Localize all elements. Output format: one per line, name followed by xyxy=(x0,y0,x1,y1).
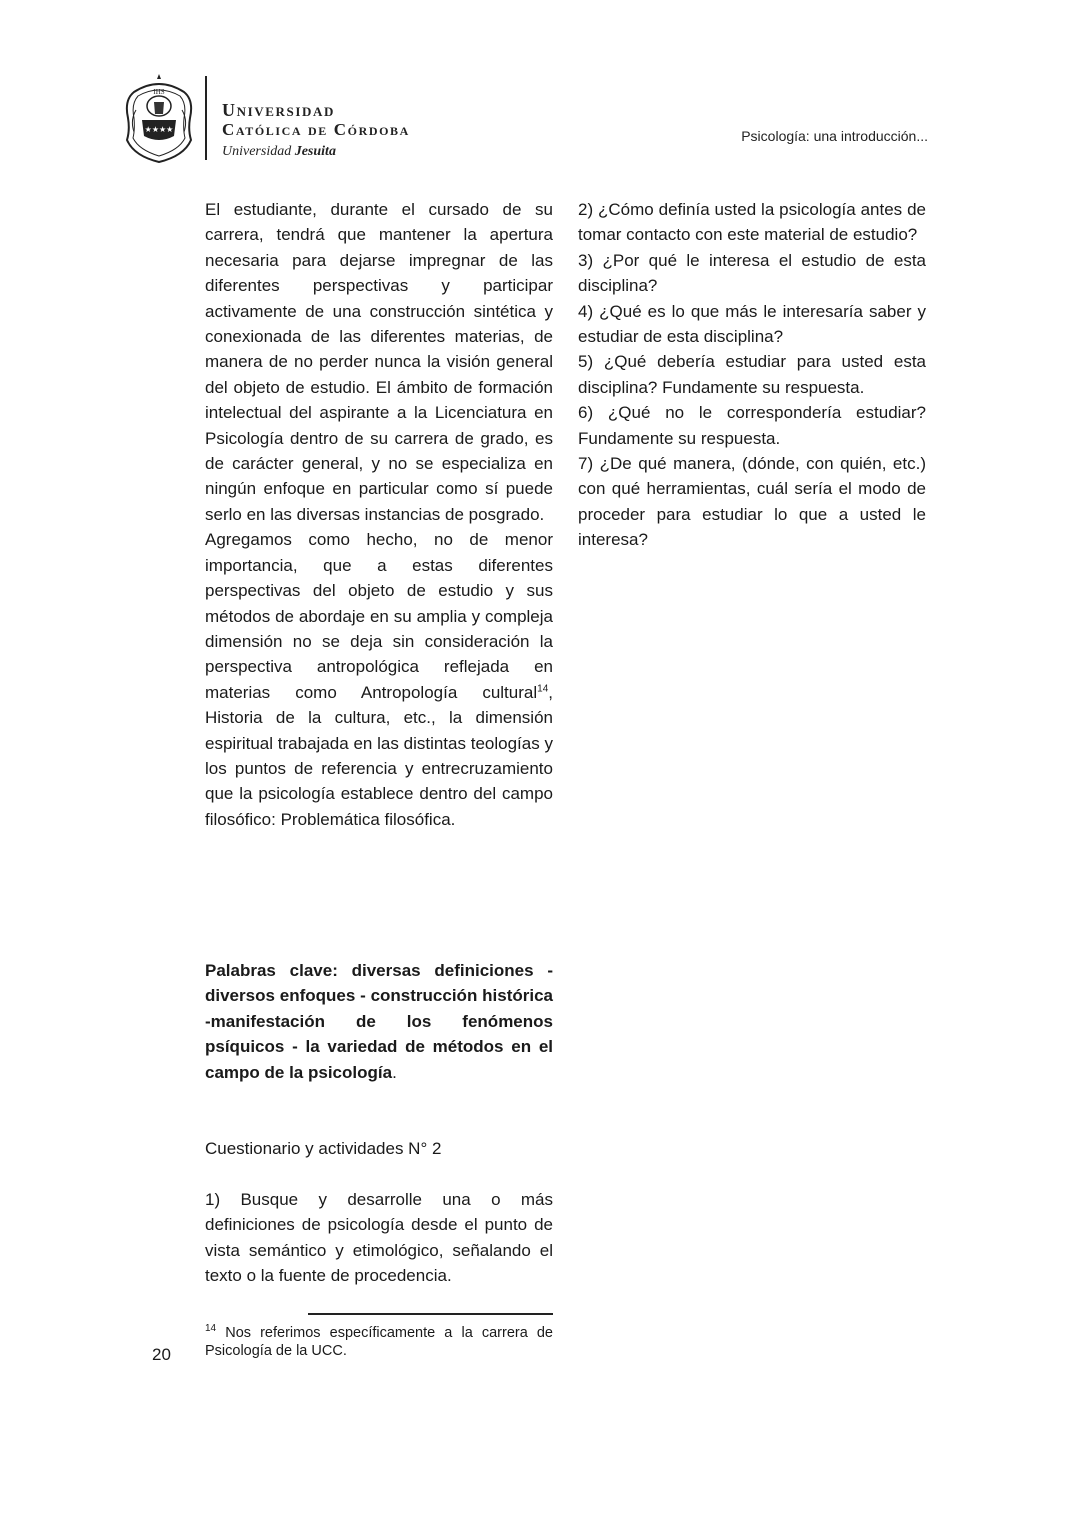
header-divider xyxy=(205,76,207,160)
left-column xyxy=(205,197,553,832)
question-6: 6) ¿Qué no le correspondería estudiar? Fundamente su respuesta. xyxy=(578,403,926,448)
footnote-separator xyxy=(308,1313,553,1315)
footnote-reference[interactable]: 14 xyxy=(537,683,549,695)
body-paragraph-2 xyxy=(205,527,553,832)
question-4: 4) ¿Qué es lo que más le interesaría saber y estudiar de esta disciplina? xyxy=(578,301,926,347)
footnote-text: Nos referimos específicamente a la carrera de Psicología de la UCC. xyxy=(205,1325,553,1359)
body-paragraph-1: El estudiante, durante el cursado de su carrera, tendrá que mantener la apertura necesaria para dejarse impregnar de las diferentes perspectivas y participar activamente de una construcción sintética y conexionada de las diferentes materias, de manera de no perder nunca la visión general del objeto de estudio. El ámbito de formación intelectual del aspirante a la Licenciatura en Psicología dentro de su carrera de grado, es de carácter general, y no se especializa en ningún enfoque en particular como sí puede serlo en las diversas instancias de posgrado. xyxy=(205,200,553,524)
university-name-line2: Católica de Córdoba xyxy=(222,120,410,139)
tagline-prefix: Universidad xyxy=(222,144,292,159)
question-1: 1) Busque y desarrolle una o más definiciones de psicología desde el punto de vista semántico y etimológico, señalando el texto o la fuente de procedencia. xyxy=(205,1190,553,1286)
university-seal-logo xyxy=(124,70,194,166)
paragraph-2-text-a: Agregamos como hecho, no de menor importancia, que a estas diferentes perspectivas del objeto de estudio y sus métodos de abordaje en su amplia y compleja dimensión no se deja sin consideración la perspectiva antropológica reflejada en materias como Antropología cultural xyxy=(205,530,553,702)
question-3: 3) ¿Por qué le interesa el estudio de esta disciplina? xyxy=(578,250,926,296)
footnote-number: 14 xyxy=(205,1323,217,1335)
question-2: 2) ¿Cómo definía usted la psicología antes de tomar contacto con este material de estudio? xyxy=(578,200,926,245)
keywords-text: Palabras clave: diversas definiciones - diversos enfoques - construcción histórica -manifestación de los fenómenos psíquicos - la variedad de métodos en el campo de la psicología xyxy=(205,961,553,1082)
page-number: 20 xyxy=(152,1345,171,1364)
question-5: 5) ¿Qué debería estudiar para usted esta disciplina? Fundamente su respuesta. xyxy=(578,352,926,397)
footnote xyxy=(205,1324,553,1360)
university-name-block xyxy=(222,100,410,163)
university-tagline xyxy=(222,141,410,163)
right-column xyxy=(578,197,926,553)
logo-monogram: IHS xyxy=(153,88,165,96)
keywords-block xyxy=(205,958,553,1085)
svg-text:★★★★: ★★★★ xyxy=(144,125,174,134)
question-7: 7) ¿De qué manera, (dónde, con quién, etc.) con qué herramientas, cuál sería el modo de proceder para estudiar lo que a usted le interesa? xyxy=(578,454,926,550)
running-title: Psicología: una introducción... xyxy=(741,128,928,144)
tagline-emphasis: Jesuita xyxy=(294,144,336,159)
paragraph-2-text-b: , Historia de la cultura, etc., la dimensión espiritual trabajada en las distintas teologías y los puntos de referencia y entrecruzamiento que la psicología establece dentro del campo filosófico: Problemática filosófica. xyxy=(205,682,553,829)
university-name-line1: Universidad xyxy=(222,100,335,120)
questionnaire-title: Cuestionario y actividades N° 2 xyxy=(205,1139,442,1158)
keywords-period: . xyxy=(392,1062,397,1082)
